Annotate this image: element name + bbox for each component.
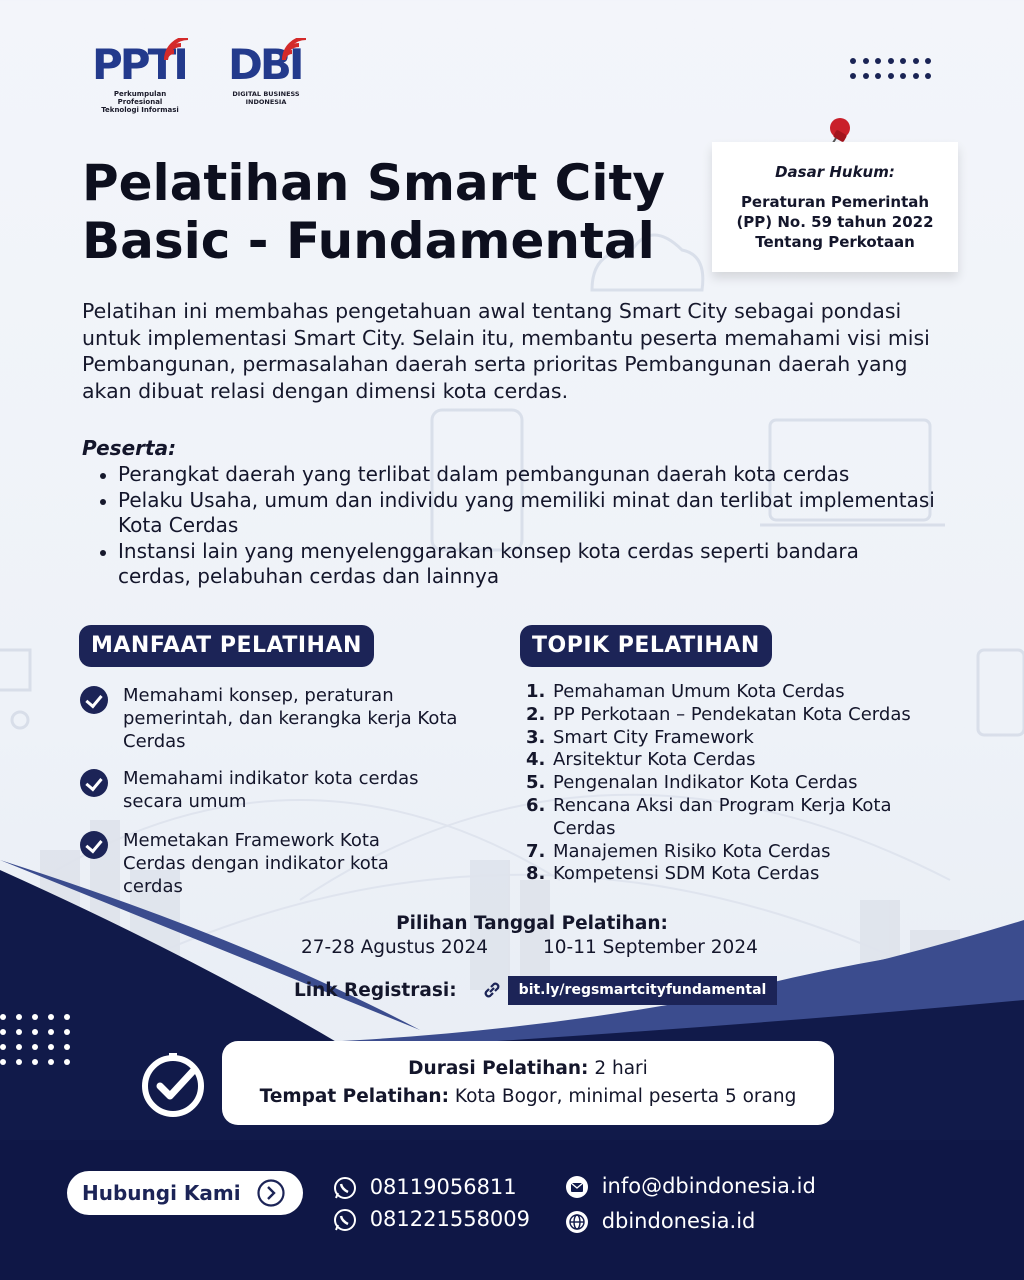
place-row <box>222 1083 834 1111</box>
topic-number: 4. <box>526 749 546 771</box>
website-url[interactable]: dbindonesia.id <box>601 1209 756 1233</box>
topic-number: 1. <box>526 681 546 702</box>
decor-dots-left <box>0 1014 71 1065</box>
title-block <box>82 154 665 270</box>
email-address[interactable]: info@dbindonesia.id <box>601 1174 816 1198</box>
dbi-mark: DBI <box>228 40 302 89</box>
phone-row-1 <box>333 1175 517 1200</box>
description: Pelatihan ini membahas pengetahuan awal tentang Smart City sebagai pondasi untuk implementasi Smart City. Selain itu, membantu peserta memahami visi misi Pembangunan, permasalahan daerah serta prioritas Pembangunan daerah yang akan dibuat relasi dengan dimensi kota cerdas. <box>82 299 930 403</box>
whatsapp-icon <box>333 1208 357 1232</box>
date-option-2: 10-11 September 2024 <box>543 937 758 958</box>
benefit-text: Memahami indikator kota cerdas secara umum <box>123 768 419 812</box>
decor-dots-top <box>850 58 931 79</box>
contact-button-label: Hubungi Kami <box>82 1181 241 1205</box>
participants-list <box>96 462 936 590</box>
topic-text: Kompetensi SDM Kota Cerdas <box>553 863 820 885</box>
check-icon <box>80 686 108 714</box>
place-label: Tempat Pelatihan: <box>259 1086 449 1107</box>
legal-line-3: Tentang Perkotaan <box>755 233 915 251</box>
date-option-1: 27-28 Agustus 2024 <box>301 937 488 958</box>
topics-heading: TOPIK PELATIHAN <box>520 625 772 667</box>
topic-number: 7. <box>526 840 546 862</box>
phone-number-2[interactable]: 081221558009 <box>369 1207 531 1231</box>
list-item: Instansi lain yang menyelenggarakan konsep kota cerdas seperti bandara cerdas, pelabuhan cerdas dan lainnya <box>96 539 936 590</box>
topic-number: 3. <box>526 726 546 748</box>
benefit-text: Memetakan Framework Kota Cerdas dengan indikator kota cerdas <box>123 830 389 897</box>
duration-row <box>222 1055 834 1083</box>
clock-check-icon <box>138 1050 210 1118</box>
signal-icon <box>280 38 314 64</box>
topic-text: Arsitektur Kota Cerdas <box>553 749 756 771</box>
check-icon <box>80 831 108 859</box>
link-icon <box>480 978 504 1002</box>
benefits-heading: MANFAAT PELATIHAN <box>79 625 374 667</box>
topic-number: 8. <box>526 863 546 885</box>
list-item <box>526 772 956 795</box>
benefit-text: Memahami konsep, peraturan pemerintah, dan kerangka kerja Kota Cerdas <box>123 685 458 752</box>
phone-number-1[interactable]: 08119056811 <box>369 1175 517 1199</box>
ppti-subtitle-1: Perkumpulan Profesional <box>113 90 167 106</box>
topic-text: Rencana Aksi dan Program Kerja Kota Cerdas <box>553 794 892 839</box>
list-item <box>526 727 956 750</box>
place-value: Kota Bogor, minimal peserta 5 orang <box>454 1086 797 1107</box>
registration-label: Link Registrasi: <box>294 980 457 1001</box>
legal-line-2: (PP) No. 59 tahun 2022 <box>736 213 934 231</box>
chevron-right-circle-icon <box>256 1178 286 1208</box>
topic-text: Pengenalan Indikator Kota Cerdas <box>553 772 858 794</box>
participants-heading: Peserta: <box>82 436 177 460</box>
ppti-subtitle-2: Teknologi Informasi <box>101 106 179 114</box>
list-item <box>526 681 956 704</box>
email-row <box>565 1174 816 1199</box>
duration-label: Durasi Pelatihan: <box>408 1058 589 1079</box>
list-item: Pelaku Usaha, umum dan individu yang memiliki minat dan terlibat implementasi Kota Cerdas <box>96 488 936 539</box>
dbi-logo <box>214 40 318 106</box>
benefit-item <box>80 767 460 813</box>
title-line-1: Pelatihan Smart City <box>82 154 665 212</box>
title-line-2: Basic - Fundamental <box>82 212 655 270</box>
list-item <box>526 704 956 727</box>
email-icon <box>565 1175 589 1199</box>
contact-us-button[interactable] <box>67 1171 303 1215</box>
list-item <box>526 841 956 864</box>
topic-number: 5. <box>526 772 546 794</box>
signal-icon <box>162 38 196 64</box>
topic-text: Pemahaman Umum Kota Cerdas <box>553 681 845 702</box>
topic-text: PP Perkotaan – Pendekatan Kota Cerdas <box>553 703 911 725</box>
benefit-item <box>80 829 440 898</box>
duration-value: 2 hari <box>594 1058 648 1079</box>
list-item <box>526 863 956 886</box>
list-item: Perangkat daerah yang terlibat dalam pembangunan daerah kota cerdas <box>96 462 936 488</box>
legal-heading: Dasar Hukum: <box>775 163 895 181</box>
topic-text: Manajemen Risiko Kota Cerdas <box>553 840 831 862</box>
benefit-item <box>80 684 460 753</box>
ppti-mark: PPTI <box>92 40 186 89</box>
legal-basis-note <box>712 142 958 272</box>
whatsapp-icon <box>333 1176 357 1200</box>
topic-text: Smart City Framework <box>553 726 754 748</box>
legal-line-1: Peraturan Pemerintah <box>740 193 930 211</box>
registration-link[interactable]: bit.ly/regsmartcityfundamental <box>508 976 777 1005</box>
ppti-logo <box>92 40 196 114</box>
topic-number: 6. <box>526 794 546 816</box>
globe-icon <box>565 1210 589 1234</box>
phone-row-2 <box>333 1207 530 1232</box>
dbi-subtitle: DIGITAL BUSINESS INDONESIA <box>232 90 300 106</box>
details-card <box>222 1041 834 1125</box>
check-icon <box>80 769 108 797</box>
topics-list <box>526 681 956 886</box>
website-row <box>565 1209 755 1234</box>
schedule-heading: Pilihan Tanggal Pelatihan: <box>396 913 668 934</box>
topic-number: 2. <box>526 703 546 725</box>
list-item <box>526 795 956 841</box>
list-item <box>526 749 956 772</box>
